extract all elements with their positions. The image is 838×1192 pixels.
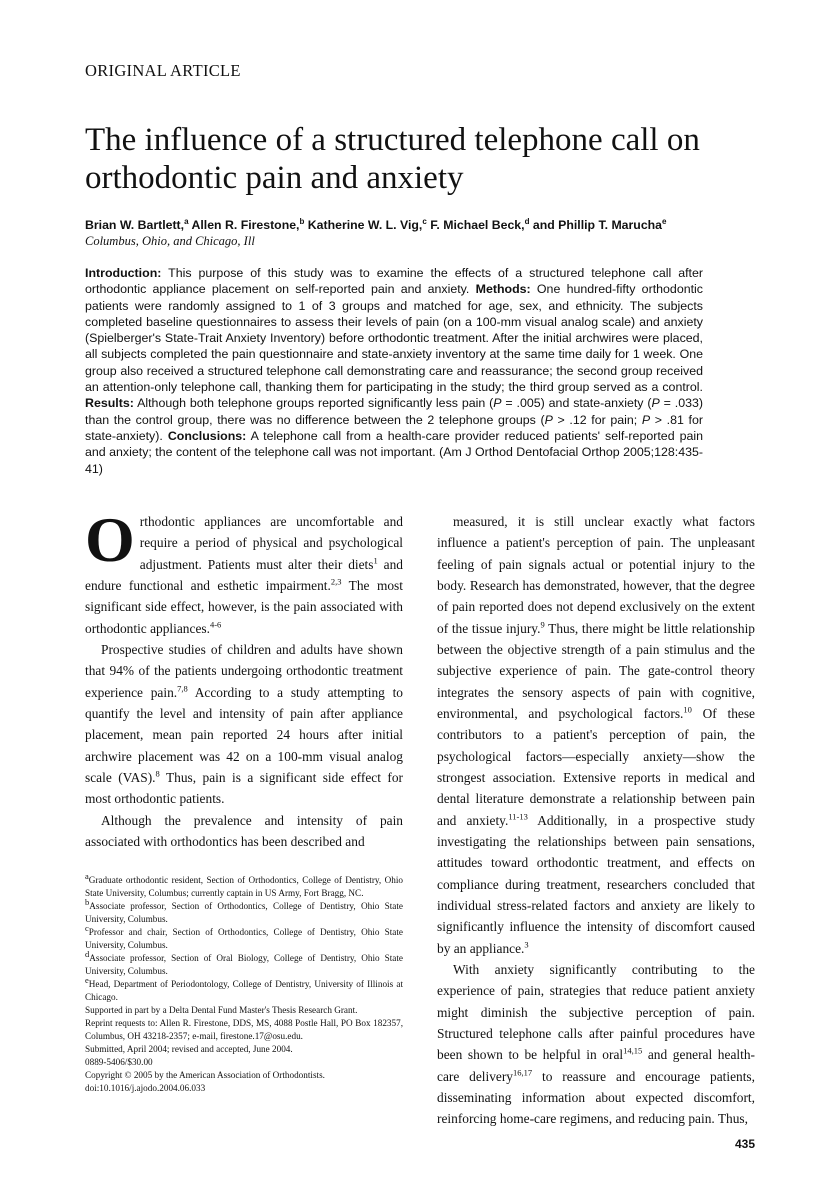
text-run: = .005) and state-anxiety (	[501, 396, 652, 411]
citation-superscript: 2,3	[330, 576, 342, 587]
author-name: Brian W. Bartlett,	[85, 218, 185, 232]
citation-superscript: 3	[524, 939, 529, 950]
italic-text: P	[651, 396, 660, 411]
body-columns	[85, 503, 755, 1130]
text-run: One hundred-fifty orthodontic patients were randomly assigned to 1 of 3 groups and matched for age, sex, and ethnicity. The subjects completed baseline questionnaires to assess their levels of pain (on a 100-mm visual analog scale) and anxiety (Spielberger's State-Trait Anxiety Inventory) before orthodontic treatment. After the initial archwires were placed, all subjects completed the pain questionnaire and state-anxiety inventory at the same time daily for 1 week. One group also received a structured telephone call demonstrating care and reassurance; the second group received an attention-only telephone call, thanking them for participating in the study; the third group served as a control.	[85, 282, 703, 395]
citation-superscript: 7,8	[177, 683, 188, 694]
author-name: Allen R. Firestone,	[191, 218, 300, 232]
text-run: Head, Department of Periodontology, College of Dentistry, University of Illinois at Chicago.	[85, 979, 403, 1003]
author-affiliation-mark: a	[184, 216, 189, 226]
footnote	[85, 1056, 403, 1069]
paragraph	[437, 959, 755, 1130]
text-run: This purpose of this study was to examine the effects of a structured telephone call after orthodontic appliance placement on self-reported pain and anxiety.	[85, 266, 703, 297]
text-run: measured, it is still unclear exactly what factors influence a patient's perception of pain. The unpleasant feeling of pain signals actual or potential injury to the body. Research has demonstrated, however, that the degree of pain reported does not depend exclusively on the extent of the tissue injury.	[437, 513, 755, 636]
footnote	[85, 1069, 403, 1082]
section-label: Results:	[85, 396, 134, 411]
text-run: According to a study attempting to quantify the level and intensity of pain after appliance placement, mean pain reported 24 hours after initial archwire placement was 42 on a 100-mm visual analog scale (VAS).	[85, 684, 403, 785]
paragraph	[85, 810, 403, 853]
text-run: Associate professor, Section of Orthodontics, College of Dentistry, Ohio State University, Columbus.	[85, 901, 403, 925]
citation-superscript: 10	[683, 704, 692, 715]
author-name: F. Michael Beck,	[430, 218, 525, 232]
citation-superscript: 9	[540, 619, 545, 630]
text-run: A telephone call from a health-care provider reduced patients' self-reported pain and anxiety; the content of the telephone call was not important. (Am J Orthod Dentofacial Orthop 2005;128:435-41)	[85, 428, 703, 476]
text-run: The most significant side effect, however, is the pain associated with orthodontic appliances.	[85, 577, 403, 636]
footnotes	[85, 871, 403, 1095]
author-affiliation-mark: c	[422, 216, 427, 226]
article-type-label: ORIGINAL ARTICLE	[85, 61, 241, 80]
article-title: The influence of a structured telephone call on orthodontic pain and anxiety	[85, 122, 700, 196]
text-run: Of these contributors to a patient's perception of pain, the psychological factors—especially anxiety—show the strongest association. Extensive reports in medical and dental literature demonstrate a relationship between pain and anxiety.	[437, 705, 755, 828]
text-run: Supported in part by a Delta Dental Fund Master's Thesis Research Grant.	[85, 1005, 358, 1016]
citation-superscript: d	[85, 949, 90, 960]
footnote	[85, 1017, 403, 1043]
abstract	[85, 265, 703, 477]
footnote	[85, 1082, 403, 1095]
author-name: Katherine W. L. Vig,	[307, 218, 423, 232]
text-run: 0889-5406/$30.00	[85, 1057, 153, 1068]
text-run: Thus, there might be little relationship between the objective strength of a pain stimulus and the subjective experience of pain. The gate-control theory integrates the sensory aspects of pain with cognitive, environmental, and psychological factors.	[437, 620, 755, 721]
footnote	[85, 975, 403, 1004]
author-affiliation-mark: d	[524, 216, 530, 226]
text-run: Additionally, in a prospective study investigating the relationships between pain sensations, attitudes toward orthodontic treatment, and effects on compliance during treatment, researchers concluded that individual stress-related factors and anxiety are likely to significantly influence the intensity of discomfort caused by an appliance.	[437, 812, 755, 956]
citation-superscript: 8	[155, 768, 160, 779]
text-run: Thus, pain is a significant side effect for most orthodontic patients.	[85, 769, 403, 807]
citation-superscript: a	[85, 871, 89, 882]
author-affiliation-mark: e	[662, 216, 667, 226]
italic-text: P	[544, 412, 553, 427]
author-list	[85, 217, 755, 233]
citation-superscript: 11-13	[508, 811, 528, 822]
text-run: = .033) than the control group, there was no difference between the 2 telephone groups (	[85, 396, 703, 427]
text-run: Graduate orthodontic resident, Section of Orthodontics, College of Dentistry, Ohio State University, Columbus; currently captain in US Army, Fort Bragg, NC.	[85, 875, 403, 899]
footnote	[85, 1004, 403, 1017]
body-column-right	[437, 511, 755, 1130]
paragraph	[85, 639, 403, 810]
drop-cap: O	[85, 503, 135, 575]
text-run: Submitted, April 2004; revised and accepted, June 2004.	[85, 1044, 293, 1055]
citation-superscript: e	[85, 975, 89, 986]
text-run: doi:10.1016/j.ajodo.2004.06.033	[85, 1083, 206, 1094]
citation-superscript: 14,15	[623, 1045, 643, 1056]
footnote	[85, 871, 403, 900]
italic-text: P	[641, 412, 651, 427]
text-run: > .12 for pain;	[552, 412, 642, 427]
text-run: Reprint requests to: Allen R. Firestone, DDS, MS, 4088 Postle Hall, PO Box 182357, Columbus, OH 43218-2357; e-mail, firestone.17@osu.edu.	[85, 1018, 403, 1042]
body-column-left	[85, 503, 403, 1096]
footnote	[85, 1043, 403, 1056]
text-run: rthodontic appliances are uncomfortable and require a period of physical and psychological adjustment. Patients must alter their diets	[139, 513, 403, 572]
text-run: > .81 for state-anxiety).	[85, 412, 703, 443]
text-run: Prospective studies of children and adults have shown that 94% of the patients undergoing orthodontic treatment experience pain.	[85, 641, 403, 700]
paragraphs	[437, 511, 755, 1130]
footnote	[85, 949, 403, 978]
section-label: Conclusions:	[167, 428, 247, 443]
text-run: to reassure and encourage patients, disseminating information about expected discomfort, reinforcing home-care regimens, and reducing pain. Thus,	[437, 1068, 755, 1127]
citation-superscript: b	[85, 897, 90, 908]
text-run: and general health-care delivery	[437, 1047, 755, 1084]
italic-text: P	[493, 396, 502, 411]
footnote	[85, 923, 403, 952]
text-run: Copyright © 2005 by the American Association of Orthodontists.	[85, 1070, 325, 1081]
citation-superscript: 4-6	[209, 619, 222, 630]
text-run: Associate professor, Section of Oral Biology, College of Dentistry, Ohio State University, Columbus.	[85, 953, 403, 977]
citation-superscript: c	[85, 923, 89, 934]
footnote	[85, 897, 403, 926]
page-number: 435	[734, 1136, 755, 1151]
citation-superscript: 1	[373, 555, 378, 566]
text-run: Although the prevalence and intensity of pain associated with orthodontics has been described and	[85, 812, 403, 850]
citation-superscript: 16,17	[513, 1067, 533, 1078]
author-location: Columbus, Ohio, and Chicago, Ill	[85, 234, 255, 248]
text-run: Professor and chair, Section of Orthodontics, College of Dentistry, Ohio State University, Columbus.	[85, 927, 403, 951]
text-run: With anxiety significantly contributing to the experience of pain, strategies that reduce patient anxiety might diminish the subjective perception of pain. Structured telephone calls after painful procedures have been shown to be helpful in oral	[437, 962, 755, 1063]
text-run: and endure functional and esthetic impairment.	[85, 556, 403, 593]
text-run: Although both telephone groups reported significantly less pain (	[133, 396, 494, 411]
author-affiliation-mark: b	[299, 216, 305, 226]
section-label: Introduction:	[85, 266, 162, 280]
author-name: and Phillip T. Marucha	[532, 218, 663, 232]
paragraph	[437, 511, 755, 959]
section-label: Methods:	[475, 282, 531, 297]
